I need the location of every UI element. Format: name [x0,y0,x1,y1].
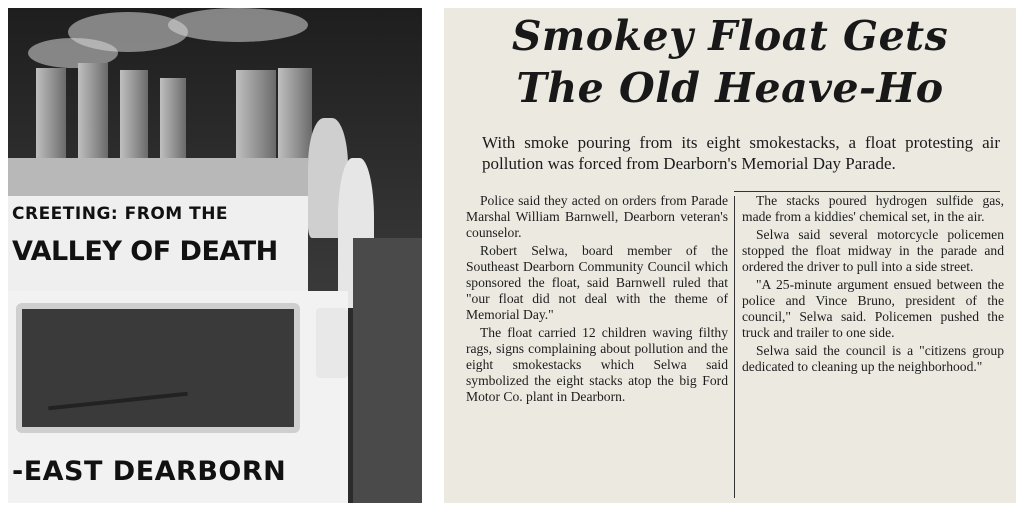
paragraph: Police said they acted on orders from Parade Marshal William Barnwell, Dearborn veteran's counselor. [466,193,728,240]
smoke-cloud [168,8,308,42]
right-column [742,193,1004,377]
truck-door-text: -EAST DEARBORN [12,456,287,487]
banner-line-1: CREETING: FROM THE [12,204,229,224]
news-photo [8,8,422,503]
paragraph: Selwa said several motorcycle policemen stopped the float midway in the parade and ordered the driver to pull into a side street. [742,227,1004,274]
lede-paragraph: With smoke pouring from its eight smokestacks, a float protesting air pollution was forced from Dearborn's Memorial Day Parade. [482,133,1000,173]
paragraph: "A 25-minute argument ensued between the police and Vince Bruno, president of the council," Selwa said. Policemen pushed the truck and trailer to one side. [742,277,1004,340]
newspaper-article [444,8,1016,503]
headline-line-2: The Old Heave-Ho [516,64,944,112]
column-rule-vertical [734,196,735,498]
headline-line-1: Smokey Float Gets [511,12,949,60]
paragraph: The stacks poured hydrogen sulfide gas, made from a kiddies' chemical set, in the air. [742,193,1004,224]
paragraph: The float carried 12 children waving filthy rags, signs complaining about pollution and the eight smokestacks which Selwa said symbolized the eight stacks atop the big Ford Motor Co. plant in Dearborn. [466,325,728,404]
street-background [353,238,422,503]
paragraph: Robert Selwa, board member of the Southeast Dearborn Community Council which sponsored the float, said Barnwell ruled that "our float did not deal with the theme of Memorial Day." [466,243,728,322]
truck-windshield [16,303,300,433]
float-deck [8,158,308,198]
left-column [466,193,728,407]
column-rule-horizontal [734,191,1000,192]
side-mirror [316,308,348,378]
float-banner [8,196,308,291]
banner-line-2: VALLEY OF DEATH [12,236,278,267]
truck-cab [8,291,348,503]
paragraph: Selwa said the council is a "citizens group dedicated to cleaning up the neighborhood." [742,343,1004,374]
